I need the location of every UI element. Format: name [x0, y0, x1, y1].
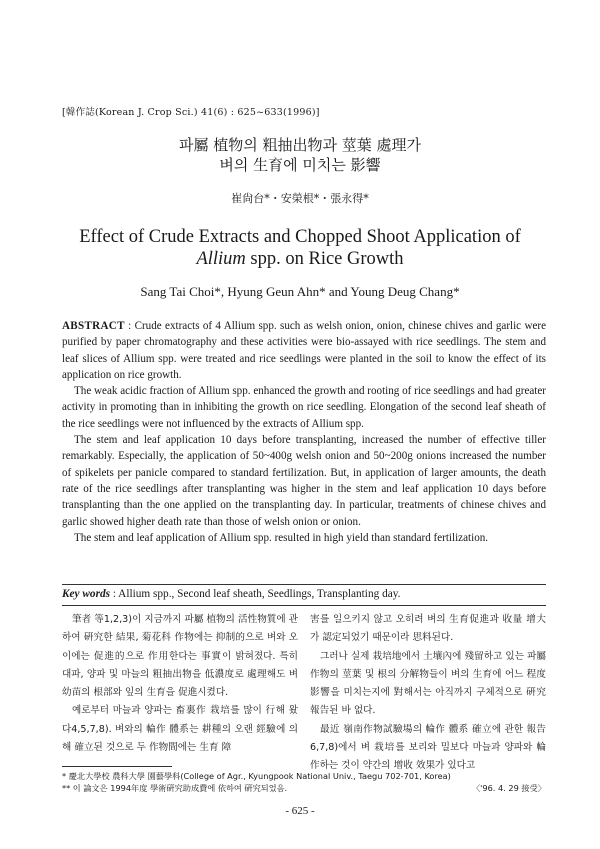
english-authors: Sang Tai Choi*, Hyung Geun Ahn* and Young Deug Chang* — [140, 284, 460, 299]
keywords-bottom-rule — [62, 605, 546, 606]
page-number: - 625 - — [285, 805, 315, 817]
footnote-affiliation: * 慶北大學校 農科大學 園藝學科(College of Agr., Kyungpook National Univ., Taegu 702-701, Korea) — [62, 771, 451, 781]
english-title-rest: spp. on Rice Growth — [245, 249, 404, 269]
korean-authors: 崔尙台*・安榮根*・張永得* — [231, 192, 369, 205]
footnote-rule — [62, 766, 172, 767]
english-title-genus: Allium — [196, 249, 246, 269]
body-left-column — [62, 611, 298, 757]
body-paragraph: 예로부터 마늘과 양파는 畜裏作 栽培를 많이 行해 왔다4,5,7,8). 벼와의 輪作 體系는 耕種의 오랜 經驗에 의해 確立된 것으로 두 作物間에는 生育 障 — [62, 705, 298, 754]
abstract-paragraph-2: The weak acidic fraction of Allium spp. enhanced the growth and rooting of rice seedlings and had greater activity in promoting than in inhibiting the growth on rice seedling. Elongation of the second leaf sheath of the rice seedlings were not influenced by the extracts of Allium spp. — [62, 385, 546, 430]
keywords — [62, 588, 546, 600]
keywords-text: : Allium spp., Second leaf sheath, Seedlings, Transplanting day. — [110, 588, 401, 600]
english-title-line-2 — [0, 248, 600, 270]
keywords-top-rule — [62, 584, 546, 585]
keywords-label: Key words — [62, 588, 111, 600]
abstract-heading: ABSTRACT — [62, 320, 125, 332]
footnote-funding-text: ** 이 論文은 1994年度 學術硏究助成費에 依하여 硏究되었음. — [62, 783, 288, 793]
received-date: 〈'96. 4. 29 接受〉 — [471, 783, 546, 793]
korean-title-line-1: 파屬 植物의 粗抽出物과 莖葉 處理가 — [178, 136, 422, 154]
body-paragraph: 最近 嶺南作物試驗場의 輪作 體系 確立에 관한 報告6,7,8)에서 벼 栽培를 보리와 밀보다 마늘과 양파와 輪作하는 것이 약간의 增收 效果가 있다고 — [310, 723, 546, 772]
body-right-column — [310, 611, 546, 776]
abstract-text-1: : Crude extracts of 4 Allium spp. such as welsh onion, onion, chinese chives and garlic were purified by paper chromatography and these activities were bio-assayed with rice seedlings. The stem and leaf slices of Allium spp. were treated and rice seedlings were planted in the soil to know the effect of its application on rice growth. — [62, 320, 546, 381]
korean-title-line-2: 벼의 生育에 미치는 影響 — [219, 156, 381, 174]
footnote-funding — [62, 782, 546, 794]
body-paragraph: 그러나 실제 栽培地에서 土壤內에 殘留하고 있는 파屬 作物의 莖葉 및 根의 分解物들이 벼의 生育에 어느 程度 影響을 미치는지에 對해서는 아직까지 구체적으로 硏究 報告된 바 없다. — [310, 650, 546, 717]
abstract-paragraph-4: The stem and leaf application of Allium spp. resulted in high yield than standard fertilization. — [74, 531, 489, 544]
english-title-line-1: Effect of Crude Extracts and Chopped Shoot Application of — [79, 227, 521, 247]
body-paragraph: 害를 일으키지 않고 오히려 벼의 生育促進과 收量 增大가 認定되었기 때문이라 思料된다. — [310, 614, 546, 644]
abstract-paragraph-3: The stem and leaf application 10 days before transplanting, increased the number of effective tiller remarkably. Especially, the application of 50~400g welsh onion and 50~200g onions increased the number of spikelets per panicle compared to standard fertilization. But, in application of larger amounts, the death rate of the rice seedlings after transplanting was higher in the stem and leaf application 10 days before transplanting than the one applied on the transplanting day. In particular, treatments of chinese chives and garlic showed higher death rate than those of welsh onion or onion. — [62, 434, 546, 528]
abstract — [62, 318, 546, 546]
body-paragraph: 筆者 等1,2,3)이 지금까지 파屬 植物의 活性物質에 관하여 硏究한 結果, 菊花科 作物에는 抑制的으로 벼와 오이에는 促進的으로 作用한다는 事實이 밝혀졌다. 특히 대파, 양파 및 마늘의 粗抽出物을 低濃度로 處理해도 벼 幼苗의 根部와 잎의 生育을 促進시켰다. — [62, 614, 298, 699]
abstract-paragraph-1 — [62, 318, 546, 383]
journal-reference: [韓作誌(Korean J. Crop Sci.) 41(6) : 625~633(1996)] — [62, 107, 320, 118]
